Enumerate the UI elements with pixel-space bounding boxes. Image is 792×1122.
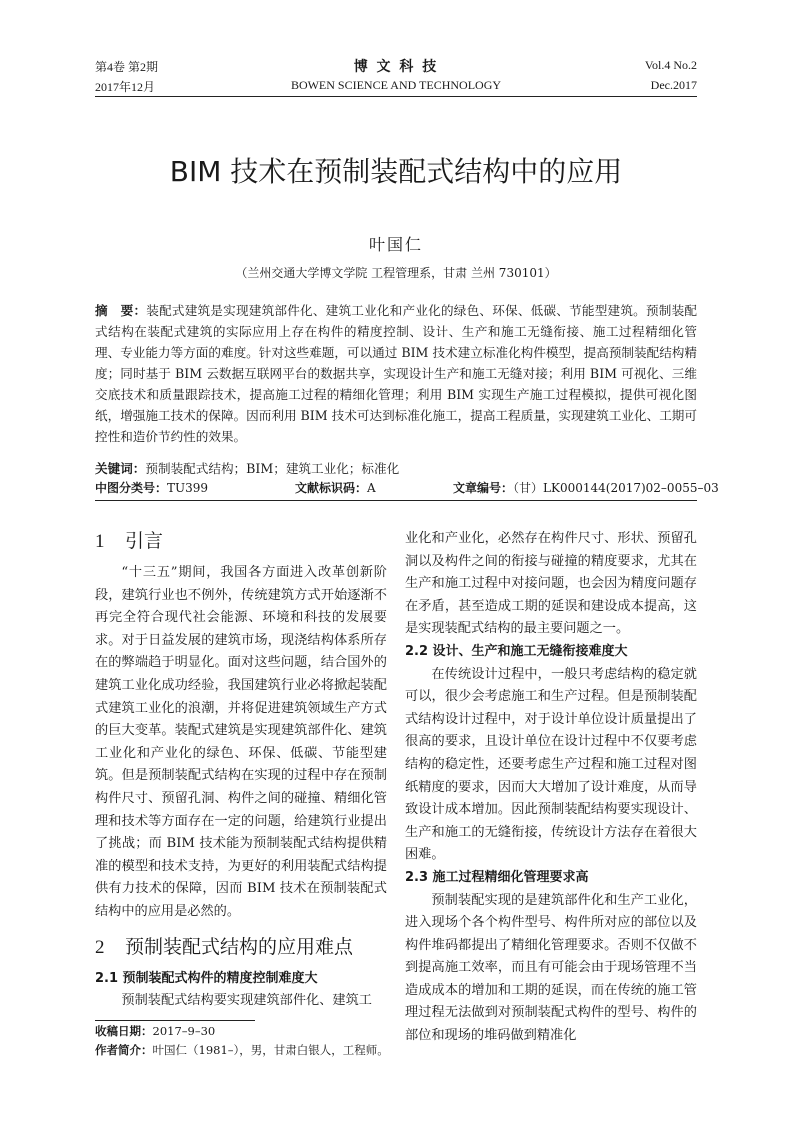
clc-number: [95, 479, 208, 496]
journal-title-cn: 博 文 科 技: [353, 59, 439, 75]
section-number: 2: [95, 936, 105, 958]
publication-date-en: Dec.2017: [650, 78, 697, 92]
document-code: [295, 479, 376, 496]
subsection-heading-2-1: 2.1 预制装配式构件的精度控制难度大: [95, 970, 318, 986]
author-affiliation: （兰州交通大学博文学院 工程管理系，甘肃 兰州 730101）: [235, 266, 557, 280]
footnote-rule: [95, 1020, 255, 1021]
section-heading-2: [95, 934, 387, 960]
article-number-label: 文章编号：: [453, 481, 514, 495]
keywords-text: 预制装配式结构；BIM；建筑工业化；标准化: [145, 461, 400, 476]
clc-label: 中图分类号：: [95, 481, 168, 495]
doc-code-value: A: [367, 481, 376, 495]
clc-value: TU399: [167, 481, 209, 495]
article-number-value: （甘）LK000144(2017)02–0055–03: [513, 481, 719, 495]
paragraph: 在传统设计过程中，一般只考虑结构的稳定就可以，很少会考虑施工和生产过程。但是预制装配式结构设计过程中，对于设计单位设计质量提出了很高的要求，且设计单位在设计过程中不仅要考虑结构的稳定性，还要考虑生产过程和施工过程对图纸精度的要求，因而大大增加了设计难度，从而导致设计成本增加。因此预制装配结构要实现设计、生产和施工的无缝衔接，传统设计方法存在着很大困难。: [405, 666, 697, 863]
section-title: 预制装配式结构的应用难点: [125, 935, 354, 958]
author-name: 叶国仁: [368, 235, 423, 254]
volume-issue-en: Vol.4 No.2: [644, 58, 697, 72]
section-number: 1: [95, 531, 105, 552]
abstract-label: 摘 要：: [95, 303, 147, 318]
bio-label: 作者简介：: [95, 1043, 153, 1057]
paragraph: 预制装配实现的是建筑部件化和生产工业化，进入现场个各个构件型号、构件所对应的部位以及构件堆码都提出了精细化管理要求。否则不仅做不到提高施工效率，而且有可能会由于现场管理不当造成成本的增加和工期的延误，而在传统的施工管理过程无法做到对预制装配式构件的型号、构件的部位和现场的堆码做到精准化: [405, 892, 697, 1044]
paragraph: “十三五”期间，我国各方面进入改革创新阶段，建筑行业也不例外，传统建筑方式开始逐渐不再完全符合现代社会能源、环境和科技的发展要求。对于日益发展的建筑市场，现浇结构体系所存在的弊端趋于明显化。面对这些问题，结合国外的建筑工业化成功经验，我国建筑行业必将掀起装配式建筑工业化的浪潮，并将促进建筑领域生产方式的巨大变革。装配式建筑是实现建筑部件化、建筑工业化和产业化的绿色、环保、低碳、节能型建筑。但是预制装配式结构在实现的过程中存在预制构件尺寸、预留孔洞、构件之间的碰撞、精细化管理和技术等方面存在一定的问题，给建筑行业提出了挑战；而 BIM 技术能为预制装配式结构提供精准的模型和技术支持，为更好的利用装配式结构提供有力技术的保障，因而 BIM 技术在预制装配式结构中的应用是必然的。: [95, 565, 387, 919]
section-title: 引言: [125, 530, 164, 552]
abstract: [95, 300, 697, 447]
footnote-author-bio: [95, 1042, 389, 1058]
article-number: [453, 479, 719, 496]
journal-title-en: BOWEN SCIENCE AND TECHNOLOGY: [290, 78, 502, 92]
body-column-right: [405, 528, 697, 1048]
volume-issue: 第4卷 第2期: [95, 60, 159, 74]
received-label: 收稿日期：: [95, 1024, 153, 1038]
header-rule: [95, 96, 697, 97]
doc-code-label: 文献标识码：: [295, 481, 368, 495]
subsection-heading-2-3: 2.3 施工过程精细化管理要求高: [405, 869, 589, 885]
received-value: 2017–9–30: [152, 1024, 216, 1038]
abstract-text: 装配式建筑是实现建筑部件化、建筑工业化和产业化的绿色、环保、低碳、节能型建筑。预制装配式结构在装配式建筑的实际应用上存在构件的精度控制、设计、生产和施工无缝衔接、施工过程精细化管理、专业能力等方面的难度。针对这些难题，可以通过 BIM 技术建立标准化构件模型，提高预制装配结构精度；同时基于 BIM 云数据互联网平台的数据共享，实现设计生产和施工无缝对接；利用 BIM 可视化、三维交底技术和质量跟踪技术，提高施工过程的精细化管理；利用 BIM 实现生产施工过程模拟，提供可视化图纸，增强施工技术的保障。因而利用 BIM 技术可达到标准化施工，提高工程质量，实现建筑工业化、工期可控性和造价节约性的效果。: [95, 303, 698, 444]
paragraph-continued: 业化和产业化，必然存在构件尺寸、形状、预留孔洞以及构件之间的衔接与碰撞的精度要求，尤其在生产和施工过程中对接问题，也会因为精度问题存在矛盾，甚至造成工期的延误和建设成本提高，这是实现装配式结构的最主要问题之一。: [405, 531, 697, 637]
classification-line: [95, 479, 719, 497]
section-heading-1: [95, 528, 387, 554]
keywords: [95, 458, 697, 477]
body-column-left: [95, 528, 387, 1013]
paragraph: 预制装配式结构要实现建筑部件化、建筑工: [121, 993, 372, 1009]
bio-value: 叶国仁（1981–），男，甘肃白银人，工程师。: [152, 1043, 389, 1057]
abstract-rule: [95, 500, 697, 501]
running-header: [95, 58, 697, 98]
keywords-label: 关键词：: [95, 461, 146, 476]
footnote-received: [95, 1023, 215, 1039]
paper-title: BIM 技术在预制装配式结构中的应用: [169, 155, 623, 188]
publication-date: 2017年12月: [95, 80, 156, 94]
subsection-heading-2-2: 2.2 设计、生产和施工无缝衔接难度大: [405, 643, 628, 659]
